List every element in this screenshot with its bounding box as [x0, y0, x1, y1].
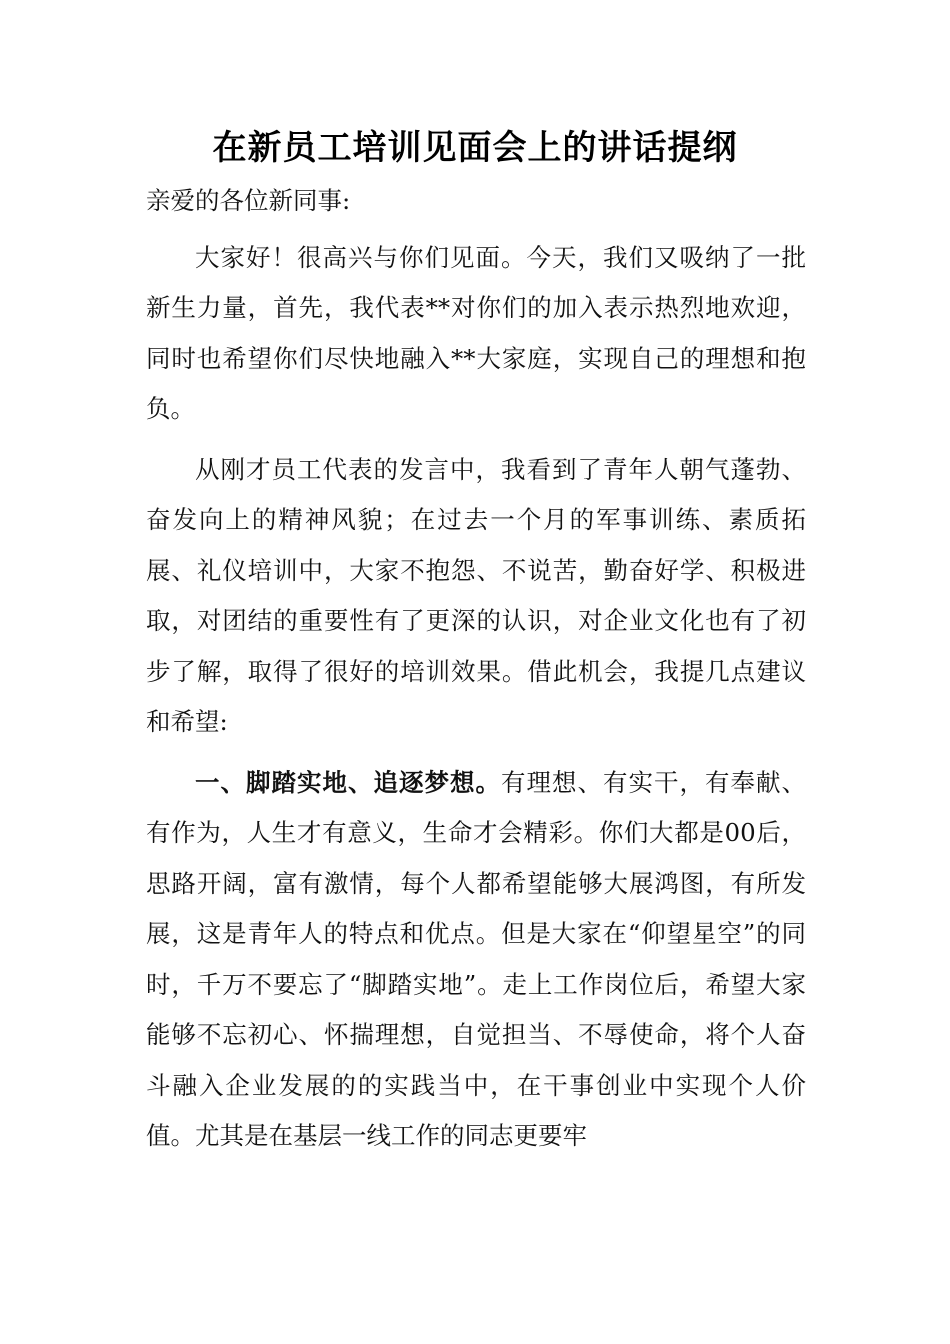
paragraph-text: 有理想、有实干，有奉献、有作为，人生才有意义，生命才会精彩。你们大都是00后，思路开阔，富有激情，每个人都希望能够大展鸿图，有所发展，这是青年人的特点和优点。但是大家在“仰望星空”的同时，千万不要忘了“脚踏实地”。走上工作岗位后，希望大家能够不忘初心、怀揣理想，自觉担当、不辱使命，将个人奋斗融入企业发展的的实践当中，在干事创业中实现个人价值。尤其是在基层一线工作的同志更要牢: [146, 767, 806, 1150]
paragraph-greeting: [146, 233, 806, 435]
paragraph-text: 大家好！很高兴与你们见面。今天，我们又吸纳了一批新生力量，首先，我代表**对你们的加入表示热烈地欢迎，同时也希望你们尽快地融入**大家庭，实现自己的理想和抱负。: [146, 242, 806, 423]
document-body: [146, 176, 806, 1172]
salutation: 亲爱的各位新同事:: [146, 186, 351, 215]
point-heading: 一、脚踏实地、追逐梦想。: [195, 767, 501, 797]
paragraph-point-one: [146, 758, 806, 1162]
document-title: 在新员工培训见面会上的讲话提纲: [212, 128, 738, 168]
paragraph-text: 从刚才员工代表的发言中，我看到了青年人朝气蓬勃、奋发向上的精神风貌；在过去一个月的军事训练、素质拓展、礼仪培训中，大家不抱怨、不说苦，勤奋好学、积极进取，对团结的重要性有了更深的认识，对企业文化也有了初步了解，取得了很好的培训效果。借此机会，我提几点建议和希望:: [146, 454, 806, 736]
paragraph-observation: [146, 445, 806, 748]
